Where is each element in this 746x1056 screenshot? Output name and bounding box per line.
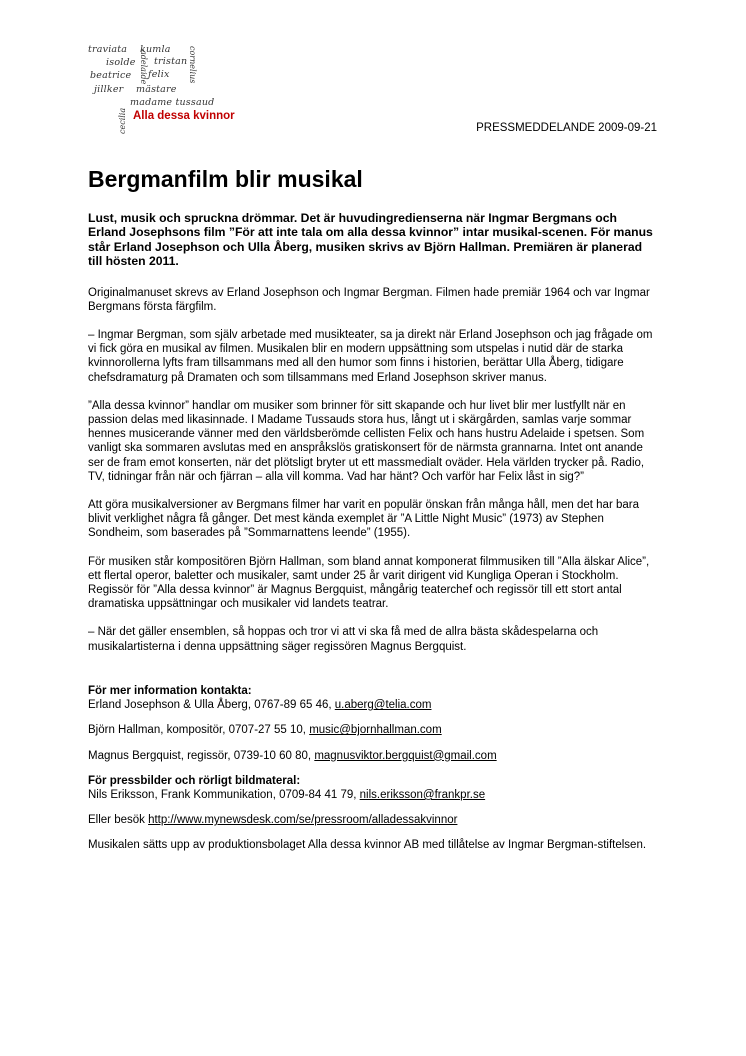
pressroom-link[interactable]: http://www.mynewsdesk.com/se/pressroom/alladessakvinnor <box>148 814 458 827</box>
email-link-bergquist[interactable]: magnusviktor.bergquist@gmail.com <box>314 749 497 762</box>
logo-word-madame-tussaud: madame tussaud <box>130 97 215 108</box>
contact-eriksson-text: Nils Eriksson, Frank Kommunikation, 0709-84 41 79, <box>88 788 360 801</box>
email-link-eriksson[interactable]: nils.eriksson@frankpr.se <box>359 788 486 801</box>
logo-word-felix: felix <box>148 69 170 80</box>
body-paragraph: För musiken står kompositören Björn Hallman, som bland annat komponerat filmmusiken till ”Alla älskar Alice”, ett flertal operor, baletter och musikaler, samt under 25 år varit dirigent vid Kungliga Operan i Stockholm. Regissör för ”Alla dessa kvinnor” är Magnus Bergquist, mångårig teaterchef och regissör till ett stort antal dramatiska uppsättningar och musikaler vid landets teatrar. <box>88 555 650 611</box>
logo-word-beatrice: beatrice <box>90 70 132 81</box>
info-contact-heading: För mer information kontakta: <box>88 684 252 697</box>
body-paragraph: Att göra musikalversioner av Bergmans filmer har varit en populär önskan från många håll, men det har bara blivit verklighet några få gånger. Det mest kända exemplet är ”A Little Night Music” (1973) av Stephen Sondheim, som baserades på ”Sommarnattens leende” (1955). <box>88 499 639 540</box>
logo <box>86 44 246 136</box>
logo-word-cecilia: cecilia <box>118 107 127 134</box>
lead-paragraph: Lust, musik och spruckna drömmar. Det är huvudingredienserna när Ingmar Bergmans och Erland Josephsons film ”För att inte tala om alla dessa kvinnor” intar musikal-scenen. För manus står Erland Josephson och Ulla Åberg, musiken skrivs av Björn Hallman. Premiären är planerad till hösten 2011. <box>88 211 653 269</box>
email-link-aberg[interactable]: u.aberg@telia.com <box>334 699 432 712</box>
page-title: Bergmanfilm blir musikal <box>88 166 363 192</box>
logo-word-cornelius: cornelius <box>188 46 197 84</box>
contact-bergquist <box>88 749 658 763</box>
logo-brand: Alla dessa kvinnor <box>133 110 235 122</box>
contact-aberg-text: Erland Josephson & Ulla Åberg, 0767-89 65 46, <box>88 699 335 712</box>
visit-text: Eller besök <box>88 814 149 827</box>
body-paragraph: ”Alla dessa kvinnor” handlar om musiker som brinner för sitt skapande och hur livet blir mer lustfyllt när en passion delas med likasinnade. I Madame Tussauds stora hus, långt ut i skärgården, samlas varje sommar hennes musicerande vänner med den världsberömde cellisten Felix och hans hustru Adelaide i spetsen. Som vanligt ska sommaren avslutas med en anspråkslös gratiskonsert för de närmsta grannarna. Intet ont anande ser de fram emot konserten, när det plötsligt bryter ut ett massmedialt oväder. Hela världen trycker på. Radio, TV, tidningar från när och fjärran – alla vill komma. Vad har hänt? Och varför har Felix låst in sig?” <box>88 399 645 483</box>
email-link-hallman[interactable]: music@bjornhallman.com <box>309 724 442 737</box>
logo-word-mastaren: mästare <box>136 84 177 95</box>
footer-note: Musikalen sätts upp av produktionsbolaget Alla dessa kvinnor AB med tillåtelse av Ingmar Bergman-stiftelsen. <box>88 839 647 852</box>
press-images-heading: För pressbilder och rörligt bildmateral: <box>88 774 301 787</box>
visit-line <box>88 813 658 827</box>
contact-eriksson <box>88 774 658 802</box>
logo-word-tristan: tristan <box>154 56 188 67</box>
press-release-date: PRESSMEDDELANDE 2009-09-21 <box>476 122 657 134</box>
body-paragraph: Originalmanuset skrevs av Erland Josephson och Ingmar Bergman. Filmen hade premiär 1964 och var Ingmar Bergmans första färgfilm. <box>88 286 650 313</box>
body-paragraph: – Ingmar Bergman, som själv arbetade med musikteater, sa ja direkt när Erland Josephson och jag frågade om vi fick göra en musikal av filmen. Musikalen blir en modern uppsättning som utspelas i nutid där de starka kvinnorollerna lyfts fram tillsammans med all den humor som finns i historien, berättar Ulla Åberg, tidigare chefsdramaturg på Dramaten och som tillsammans med Erland Josephson skriver manus. <box>88 329 653 384</box>
body-paragraph: – När det gäller ensemblen, så hoppas och tror vi att vi ska få med de allra bästa skådespelarna och musikalartisterna i denna uppsättning säger regissören Magnus Bergquist. <box>88 626 599 653</box>
contact-bergquist-text: Magnus Bergquist, regissör, 0739-10 60 80, <box>88 749 315 762</box>
logo-word-adelaide: adelaide <box>139 50 148 85</box>
logo-word-traviata: traviata <box>88 44 128 55</box>
article-body <box>88 211 658 867</box>
contact-hallman-text: Björn Hallman, kompositör, 0707-27 55 10, <box>88 724 310 737</box>
contact-section <box>88 684 658 827</box>
logo-word-jillker: jillker <box>94 84 124 95</box>
logo-word-kumla: kumla <box>140 44 171 55</box>
contact-aberg <box>88 684 658 712</box>
logo-word-isolde: isolde <box>106 57 136 68</box>
contact-hallman <box>88 723 658 737</box>
